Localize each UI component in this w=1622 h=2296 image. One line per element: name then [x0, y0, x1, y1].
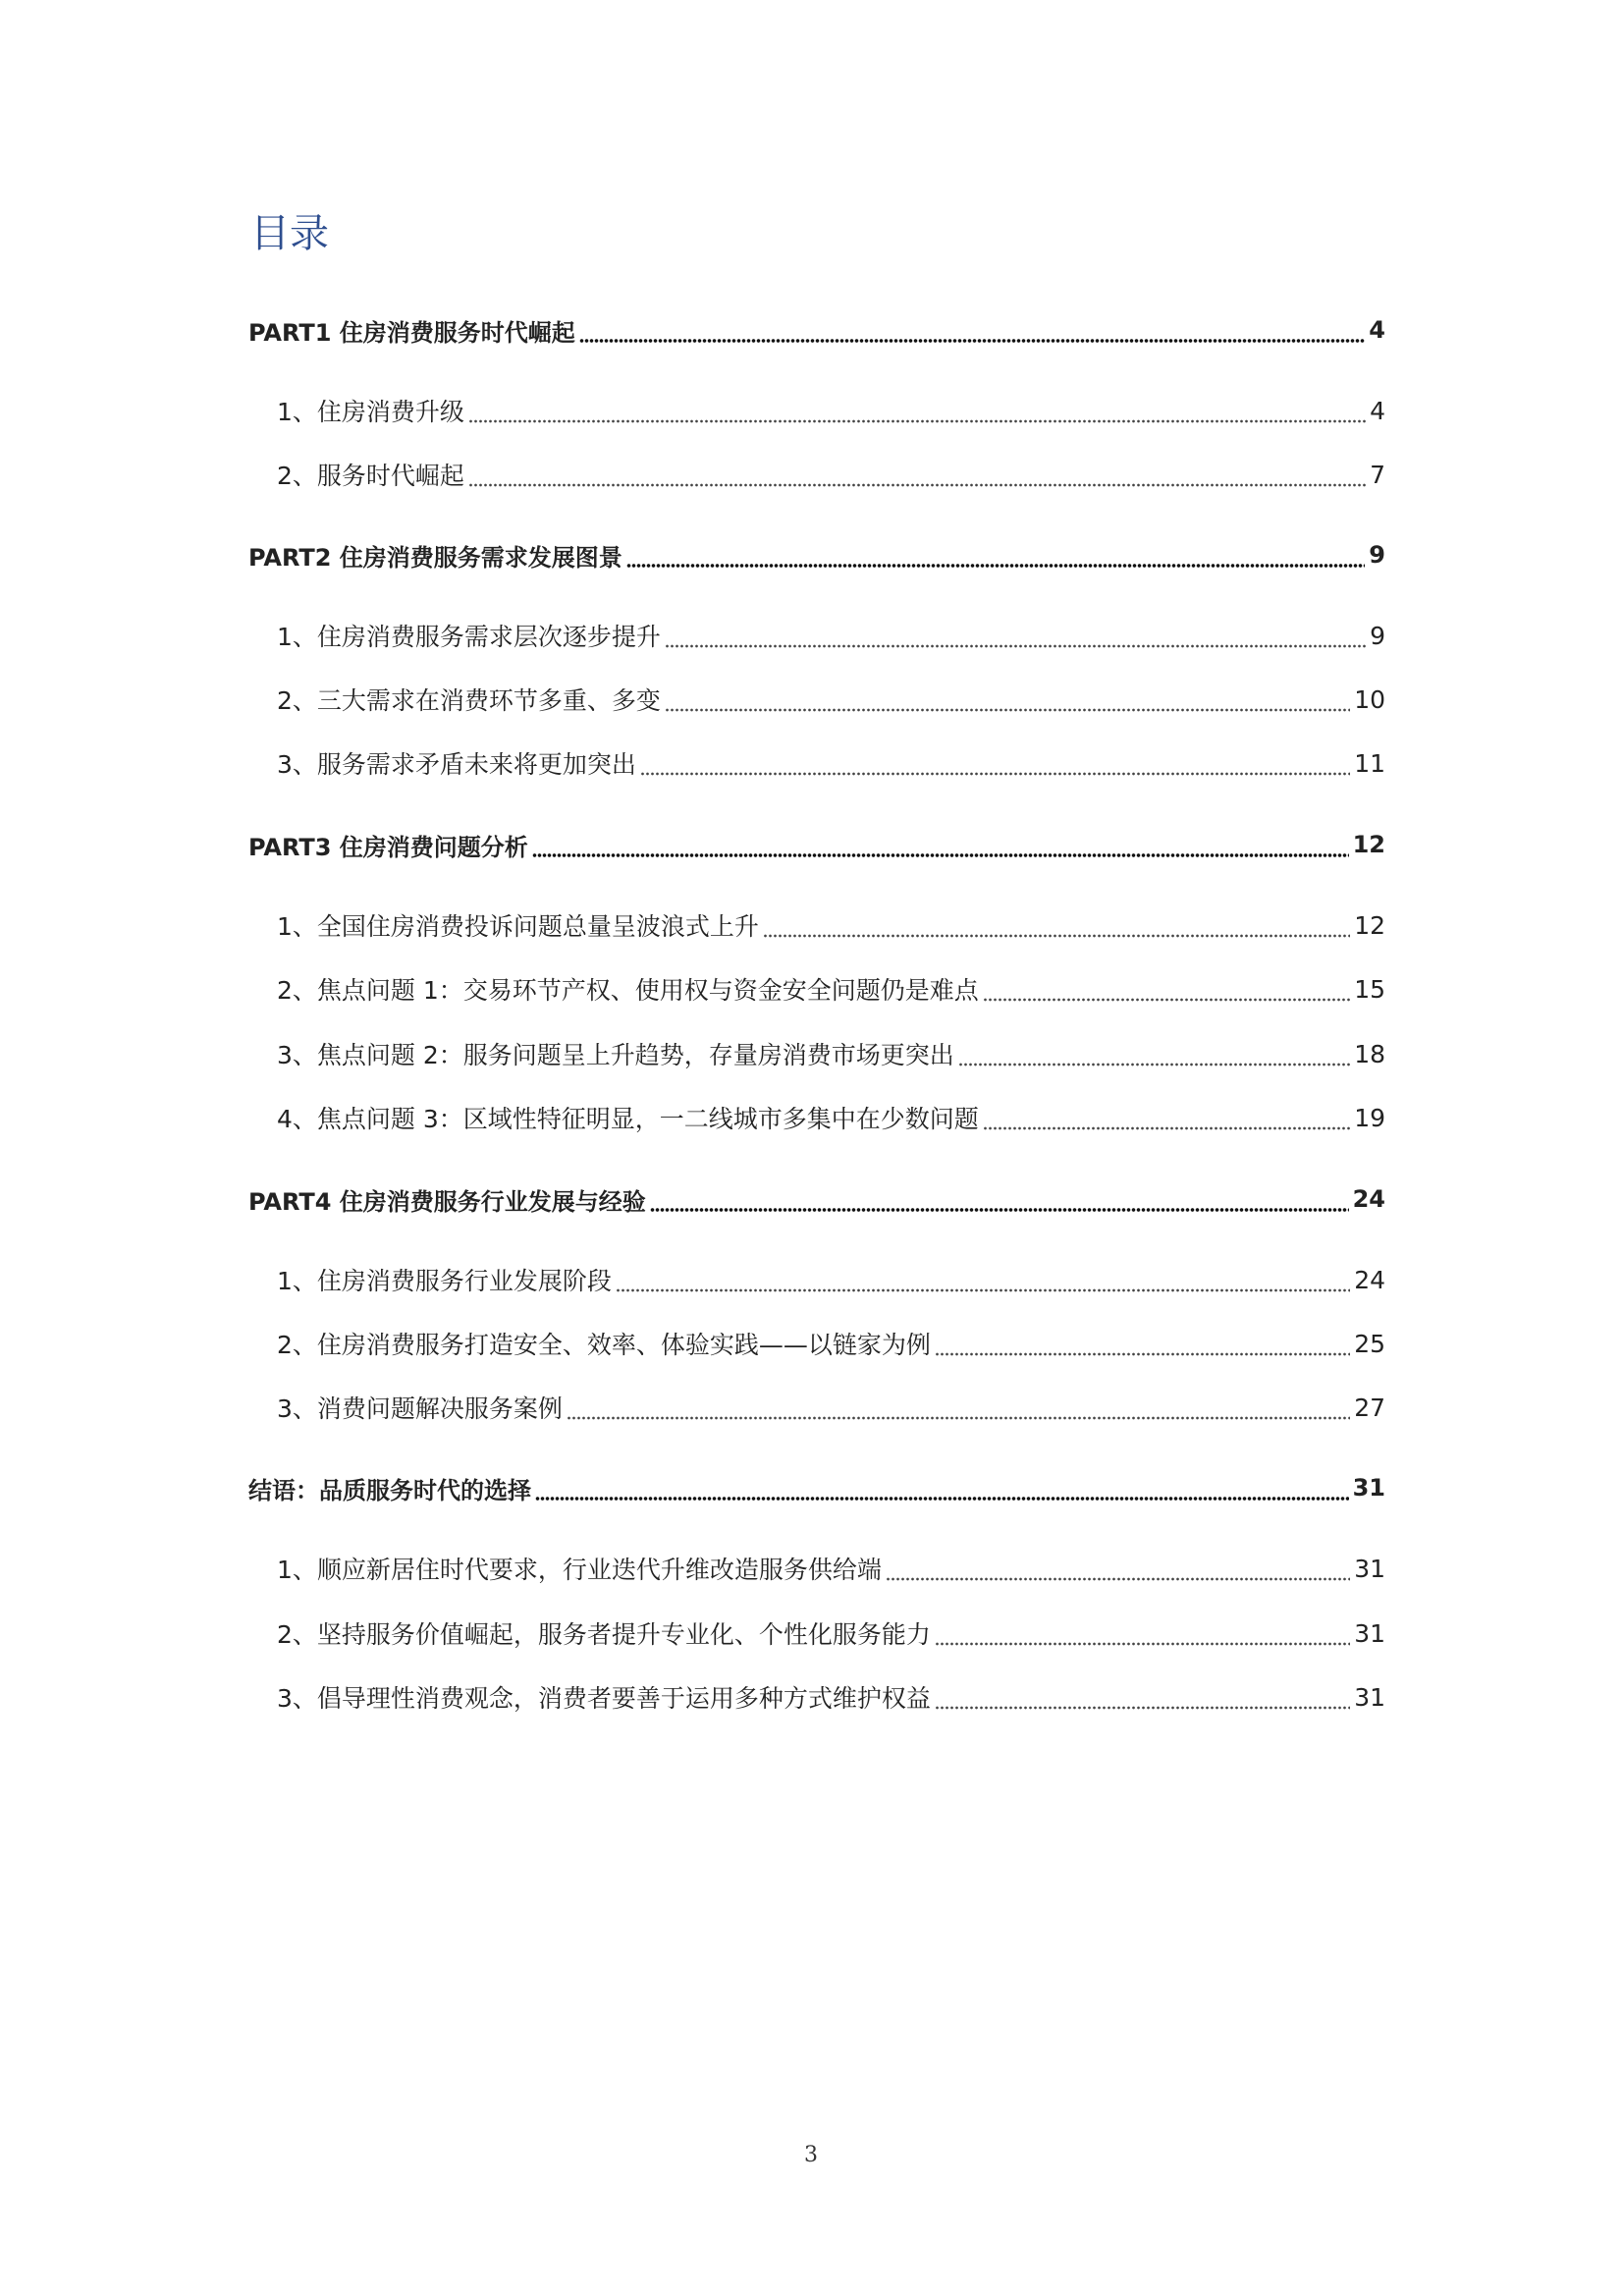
toc-entry-item[interactable]: [248, 1098, 1385, 1137]
toc-entry-page: 10: [1354, 684, 1385, 714]
toc-entry-item[interactable]: [248, 905, 1385, 945]
toc-leader-dots: [616, 1274, 1350, 1293]
toc-leader-dots: [535, 1482, 1349, 1502]
toc-leader-dots: [935, 1338, 1350, 1357]
toc-entry-item[interactable]: [248, 616, 1385, 655]
toc-entry-page: 27: [1354, 1393, 1385, 1422]
toc-entry-label: 3、消费问题解决服务案例: [277, 1394, 563, 1423]
toc-entry-label: 1、住房消费服务需求层次逐步提升: [277, 623, 661, 651]
toc-entry-label: 2、服务时代崛起: [277, 462, 464, 490]
toc-leader-dots: [665, 629, 1366, 649]
toc-entry-page: 18: [1354, 1039, 1385, 1068]
toc-entry-page: 31: [1354, 1618, 1385, 1648]
toc-entry-page: 4: [1370, 396, 1385, 425]
toc-leader-dots: [567, 1401, 1350, 1421]
toc-entry-item[interactable]: [248, 1549, 1385, 1588]
toc-entry-item[interactable]: [248, 1677, 1385, 1717]
toc-leader-dots: [579, 324, 1366, 344]
toc-leader-dots: [532, 839, 1349, 858]
toc-entry-page: 9: [1370, 621, 1385, 650]
toc-entry-page: 12: [1352, 831, 1385, 858]
toc-entry-label: PART4 住房消费服务行业发展与经验: [248, 1187, 646, 1216]
toc-entry-page: 19: [1354, 1103, 1385, 1132]
toc-entry-page: 31: [1352, 1474, 1385, 1502]
toc-entry-item[interactable]: [248, 1388, 1385, 1427]
toc-entry-page: 11: [1354, 748, 1385, 778]
toc-entry-page: 24: [1352, 1185, 1385, 1213]
toc-entry-page: 25: [1354, 1329, 1385, 1358]
toc-entry-part2[interactable]: [248, 535, 1385, 574]
toc-entry-conclusion[interactable]: [248, 1468, 1385, 1507]
toc-title: 目录: [250, 211, 329, 256]
toc-leader-dots: [468, 468, 1366, 488]
toc-entry-item[interactable]: [248, 743, 1385, 783]
toc-leader-dots: [665, 693, 1350, 713]
toc-entry-label: 3、服务需求矛盾未来将更加突出: [277, 750, 636, 779]
toc-entry-item[interactable]: [248, 391, 1385, 430]
toc-leader-dots: [983, 1112, 1350, 1131]
toc-entry-item[interactable]: [248, 1613, 1385, 1653]
toc-entry-label: PART2 住房消费服务需求发展图景: [248, 543, 622, 572]
toc-entry-label: 4、焦点问题 3：区域性特征明显，一二线城市多集中在少数问题: [277, 1105, 979, 1133]
toc-entry-page: 9: [1369, 541, 1385, 569]
toc-leader-dots: [650, 1193, 1349, 1213]
toc-entry-item[interactable]: [248, 1260, 1385, 1299]
toc-entry-label: 1、全国住房消费投诉问题总量呈波浪式上升: [277, 912, 759, 941]
toc-entry-label: 3、倡导理性消费观念，消费者要善于运用多种方式维护权益: [277, 1684, 931, 1713]
toc-leader-dots: [935, 1691, 1350, 1711]
toc-entry-label: 1、住房消费服务行业发展阶段: [277, 1267, 612, 1295]
toc-entry-item[interactable]: [248, 969, 1385, 1009]
toc-entry-label: 1、顺应新居住时代要求，行业迭代升维改造服务供给端: [277, 1556, 882, 1584]
toc-entry-item[interactable]: [248, 680, 1385, 719]
toc-entry-label: 3、焦点问题 2：服务问题呈上升趋势，存量房消费市场更突出: [277, 1041, 954, 1069]
toc-leader-dots: [763, 919, 1350, 939]
toc-entry-label: PART3 住房消费问题分析: [248, 833, 528, 861]
toc-entry-label: PART1 住房消费服务时代崛起: [248, 318, 575, 347]
toc-entry-label: 1、住房消费升级: [277, 398, 464, 426]
toc-entry-item[interactable]: [248, 455, 1385, 494]
toc-entry-part3[interactable]: [248, 825, 1385, 864]
toc-leader-dots: [983, 983, 1350, 1003]
toc-leader-dots: [626, 549, 1366, 569]
toc-entry-part4[interactable]: [248, 1179, 1385, 1219]
toc-entry-page: 24: [1354, 1265, 1385, 1294]
toc-leader-dots: [468, 405, 1366, 424]
toc-entry-label: 结语：品质服务时代的选择: [248, 1476, 531, 1504]
toc-entry-item[interactable]: [248, 1034, 1385, 1073]
toc-entry-label: 2、坚持服务价值崛起，服务者提升专业化、个性化服务能力: [277, 1620, 931, 1649]
toc-entry-page: 12: [1354, 910, 1385, 940]
toc-entry-label: 2、焦点问题 1：交易环节产权、使用权与资金安全问题仍是难点: [277, 976, 979, 1005]
toc-leader-dots: [958, 1048, 1350, 1067]
toc-entry-page: 15: [1354, 974, 1385, 1004]
toc-entry-item[interactable]: [248, 1324, 1385, 1363]
toc-entry-page: 7: [1370, 460, 1385, 489]
toc-leader-dots: [640, 757, 1350, 777]
toc-entry-label: 2、三大需求在消费环节多重、多变: [277, 686, 661, 715]
toc-entry-part1[interactable]: [248, 310, 1385, 350]
page-number: 3: [804, 2143, 818, 2167]
toc-leader-dots: [886, 1562, 1350, 1582]
toc-entry-page: 4: [1369, 316, 1385, 344]
toc-entry-page: 31: [1354, 1554, 1385, 1583]
toc-entry-label: 2、住房消费服务打造安全、效率、体验实践——以链家为例: [277, 1331, 931, 1359]
toc-leader-dots: [935, 1627, 1350, 1647]
toc-entry-page: 31: [1354, 1682, 1385, 1712]
